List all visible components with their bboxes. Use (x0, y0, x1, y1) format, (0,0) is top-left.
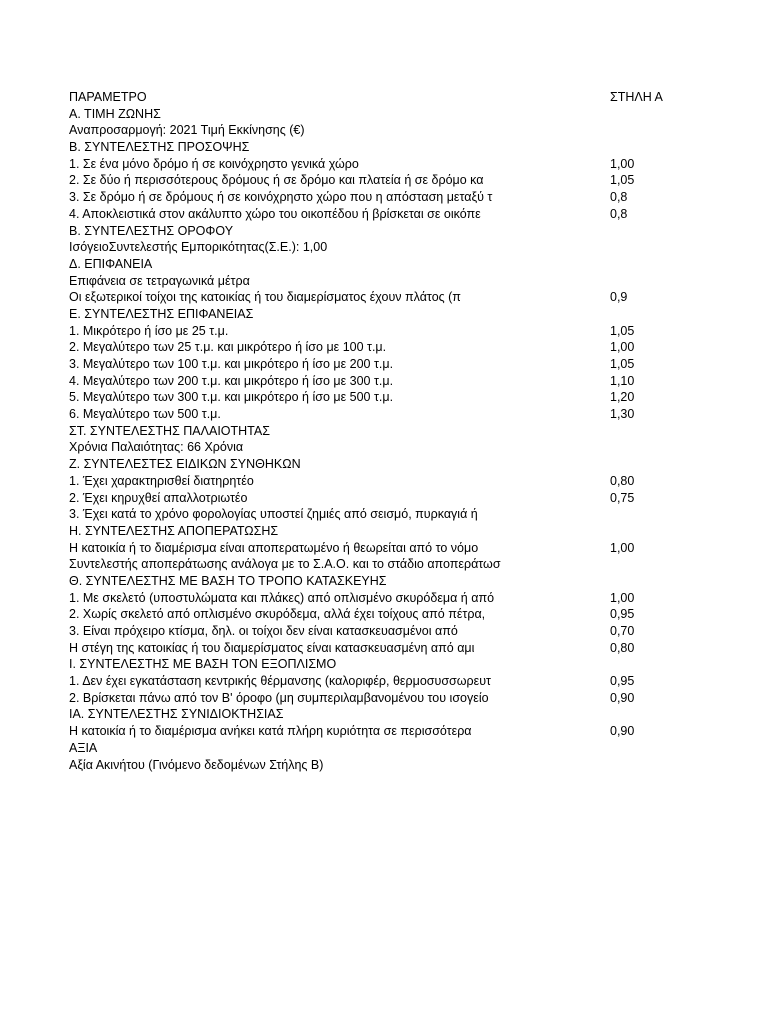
table-row (69, 389, 709, 406)
row-value: 0,95 (610, 607, 635, 622)
row-label: Συντελεστής αποπεράτωσης ανάλογα με το Σ.Α.Ο. και το στάδιο αποπεράτωσ (69, 557, 501, 572)
table-row (69, 757, 709, 774)
row-value: 1,00 (610, 590, 635, 605)
table-row (69, 540, 709, 557)
table-row (69, 323, 709, 340)
table-row (69, 223, 709, 240)
table-row (69, 139, 709, 156)
table-row (69, 490, 709, 507)
row-label: 2. Σε δύο ή περισσότερους δρόμους ή σε δρόμο και πλατεία ή σε δρόμο κα (69, 173, 484, 188)
row-label: 3. Μεγαλύτερο των 100 τ.μ. και μικρότερο ή ίσο με 200 τ.μ. (69, 357, 394, 371)
row-label: Χρόνια Παλαιότητας: 66 Χρόνια (69, 440, 244, 455)
table-row (69, 623, 709, 640)
row-label: 4. Μεγαλύτερο των 200 τ.μ. και μικρότερο ή ίσο με 300 τ.μ. (69, 373, 394, 388)
table-row (69, 473, 709, 490)
row-label: ΑΞΙΑ (69, 740, 98, 755)
row-label: 2. Χωρίς σκελετό από οπλισμένο σκυρόδεμα, αλλά έχει τοίχους από πέτρα, (69, 607, 486, 622)
row-value: 0,80 (610, 473, 635, 488)
row-label: Δ. ΕΠΙΦΑΝΕΙΑ (69, 256, 153, 271)
row-value: 0,70 (610, 624, 635, 638)
row-label: Θ. ΣΥΝΤΕΛΕΣΤΗΣ ΜΕ ΒΑΣΗ ΤΟ ΤΡΟΠΟ ΚΑΤΑΣΚΕΥΗΣ (69, 573, 387, 588)
row-value: 0,90 (610, 724, 635, 739)
table-row (69, 573, 709, 590)
table-row (69, 339, 709, 356)
table-row (69, 356, 709, 373)
row-label: Ε. ΣΥΝΤΕΛΕΣΤΗΣ ΕΠΙΦΑΝΕΙΑΣ (69, 306, 254, 321)
row-value: 1,00 (610, 340, 635, 355)
row-label: 1. Σε ένα μόνο δρόμο ή σε κοινόχρηστο γενικά χώρο (69, 156, 359, 171)
header-row (69, 89, 709, 106)
row-label: 1. Με σκελετό (υποστυλώματα και πλάκες) από οπλισμένο σκυρόδεμα ή από (69, 590, 495, 605)
table-row (69, 273, 709, 290)
row-label: 6. Μεγαλύτερο των 500 τ.μ. (69, 407, 221, 422)
row-label: Β. ΣΥΝΤΕΛΕΣΤΗΣ ΟΡΟΦΟΥ (69, 223, 234, 238)
parameter-table (69, 89, 709, 773)
row-label: Αναπροσαρμογή: 2021 Τιμή Εκκίνησης (€) (69, 123, 305, 138)
row-label: ΙσόγειοΣυντελεστής Εμπορικότητας(Σ.Ε.): 1,00 (69, 240, 328, 255)
row-label: 3. Σε δρόμο ή σε δρόμους ή σε κοινόχρηστο χώρο που η απόσταση μεταξύ τ (69, 190, 493, 205)
row-label: Η στέγη της κατοικίας ή του διαμερίσματος είναι κατασκευασμένη από αμι (69, 640, 475, 655)
row-label: Η κατοικία ή το διαμέρισμα ανήκει κατά πλήρη κυριότητα σε περισσότερα (69, 724, 472, 739)
row-label: 3. Είναι πρόχειρο κτίσμα, δηλ. οι τοίχοι δεν είναι κατασκευασμένοι από (69, 624, 458, 638)
table-row (69, 439, 709, 456)
table-row (69, 740, 709, 757)
row-value: 1,05 (610, 323, 635, 338)
row-label: 4. Αποκλειστικά στον ακάλυπτο χώρο του οικοπέδου ή βρίσκεται σε οικόπε (69, 206, 481, 221)
row-label: Ζ. ΣΥΝΤΕΛΕΣΤΕΣ ΕΙΔΙΚΩΝ ΣΥΝΘΗΚΩΝ (69, 457, 301, 472)
table-row (69, 723, 709, 740)
row-value: 1,05 (610, 357, 635, 371)
table-row (69, 256, 709, 273)
table-row (69, 156, 709, 173)
table-row (69, 206, 709, 223)
table-row (69, 690, 709, 707)
row-label: ΙΑ. ΣΥΝΤΕΛΕΣΤΗΣ ΣΥΝΙΔΙΟΚΤΗΣΙΑΣ (69, 707, 284, 722)
row-value: 0,75 (610, 490, 635, 505)
row-value: 0,9 (610, 290, 628, 305)
table-row (69, 189, 709, 206)
row-label: Οι εξωτερικοί τοίχοι της κατοικίας ή του διαμερίσματος έχουν πλάτος (π (69, 290, 461, 305)
table-row (69, 239, 709, 256)
row-value: 0,8 (610, 206, 628, 221)
table-row (69, 556, 709, 573)
row-label: 1. Μικρότερο ή ίσο με 25 τ.μ. (69, 323, 229, 338)
table-row (69, 640, 709, 657)
table-row (69, 106, 709, 123)
table-row (69, 673, 709, 690)
row-label: 1. Έχει χαρακτηρισθεί διατηρητέο (69, 473, 254, 488)
row-value: 0,80 (610, 640, 635, 655)
table-row (69, 406, 709, 423)
row-value: 1,00 (610, 540, 635, 555)
row-label: Η κατοικία ή το διαμέρισμα είναι αποπερατωμένο ή θεωρείται από το νόμο (69, 540, 479, 555)
row-label: Α. ΤΙΜΗ ΖΩΝΗΣ (69, 106, 161, 121)
row-value: 1,10 (610, 373, 635, 388)
row-value: 1,30 (610, 407, 635, 422)
table-row (69, 590, 709, 607)
table-row (69, 523, 709, 540)
table-row (69, 122, 709, 139)
row-value: 1,20 (610, 390, 635, 405)
column-header-stili-a: ΣΤΗΛΗ Α (610, 90, 663, 104)
row-value: 1,05 (610, 173, 635, 188)
table-row (69, 506, 709, 523)
row-label: ΣΤ. ΣΥΝΤΕΛΕΣΤΗΣ ΠΑΛΑΙΟΤΗΤΑΣ (69, 423, 270, 438)
table-row (69, 706, 709, 723)
row-label: 2. Βρίσκεται πάνω από τον Β' όροφο (μη συμπεριλαμβανομένου του ισογείο (69, 690, 489, 705)
row-label: 2. Έχει κηρυχθεί απαλλοτριωτέο (69, 490, 248, 505)
row-value: 1,00 (610, 156, 635, 171)
table-row (69, 373, 709, 390)
row-label: Επιφάνεια σε τετραγωνικά μέτρα (69, 273, 250, 288)
row-value: 0,90 (610, 690, 635, 705)
table-row (69, 656, 709, 673)
table-row (69, 606, 709, 623)
row-label: Ι. ΣΥΝΤΕΛΕΣΤΗΣ ΜΕ ΒΑΣΗ ΤΟΝ ΕΞΟΠΛΙΣΜΟ (69, 657, 337, 672)
column-header-parameter: ΠΑΡΑΜΕΤΡΟ (69, 90, 147, 104)
row-label: Η. ΣΥΝΤΕΛΕΣΤΗΣ ΑΠΟΠΕΡΑΤΩΣΗΣ (69, 523, 279, 538)
table-row (69, 289, 709, 306)
row-value: 0,8 (610, 190, 628, 205)
row-label: Β. ΣΥΝΤΕΛΕΣΤΗΣ ΠΡΟΣΟΨΗΣ (69, 140, 250, 155)
row-label: 1. Δεν έχει εγκατάσταση κεντρικής θέρμανσης (καλοριφέρ, θερμοσυσσωρευτ (69, 674, 491, 689)
row-value: 0,95 (610, 674, 635, 689)
row-label: 2. Μεγαλύτερο των 25 τ.μ. και μικρότερο ή ίσο με 100 τ.μ. (69, 340, 387, 355)
table-row (69, 456, 709, 473)
table-row (69, 306, 709, 323)
table-row (69, 423, 709, 440)
row-label: Αξία Ακινήτου (Γινόμενο δεδομένων Στήλης Β) (69, 757, 324, 772)
row-label: 5. Μεγαλύτερο των 300 τ.μ. και μικρότερο ή ίσο με 500 τ.μ. (69, 390, 394, 405)
row-label: 3. Έχει κατά το χρόνο φορολογίας υποστεί ζημιές από σεισμό, πυρκαγιά ή (69, 507, 478, 522)
table-row (69, 172, 709, 189)
